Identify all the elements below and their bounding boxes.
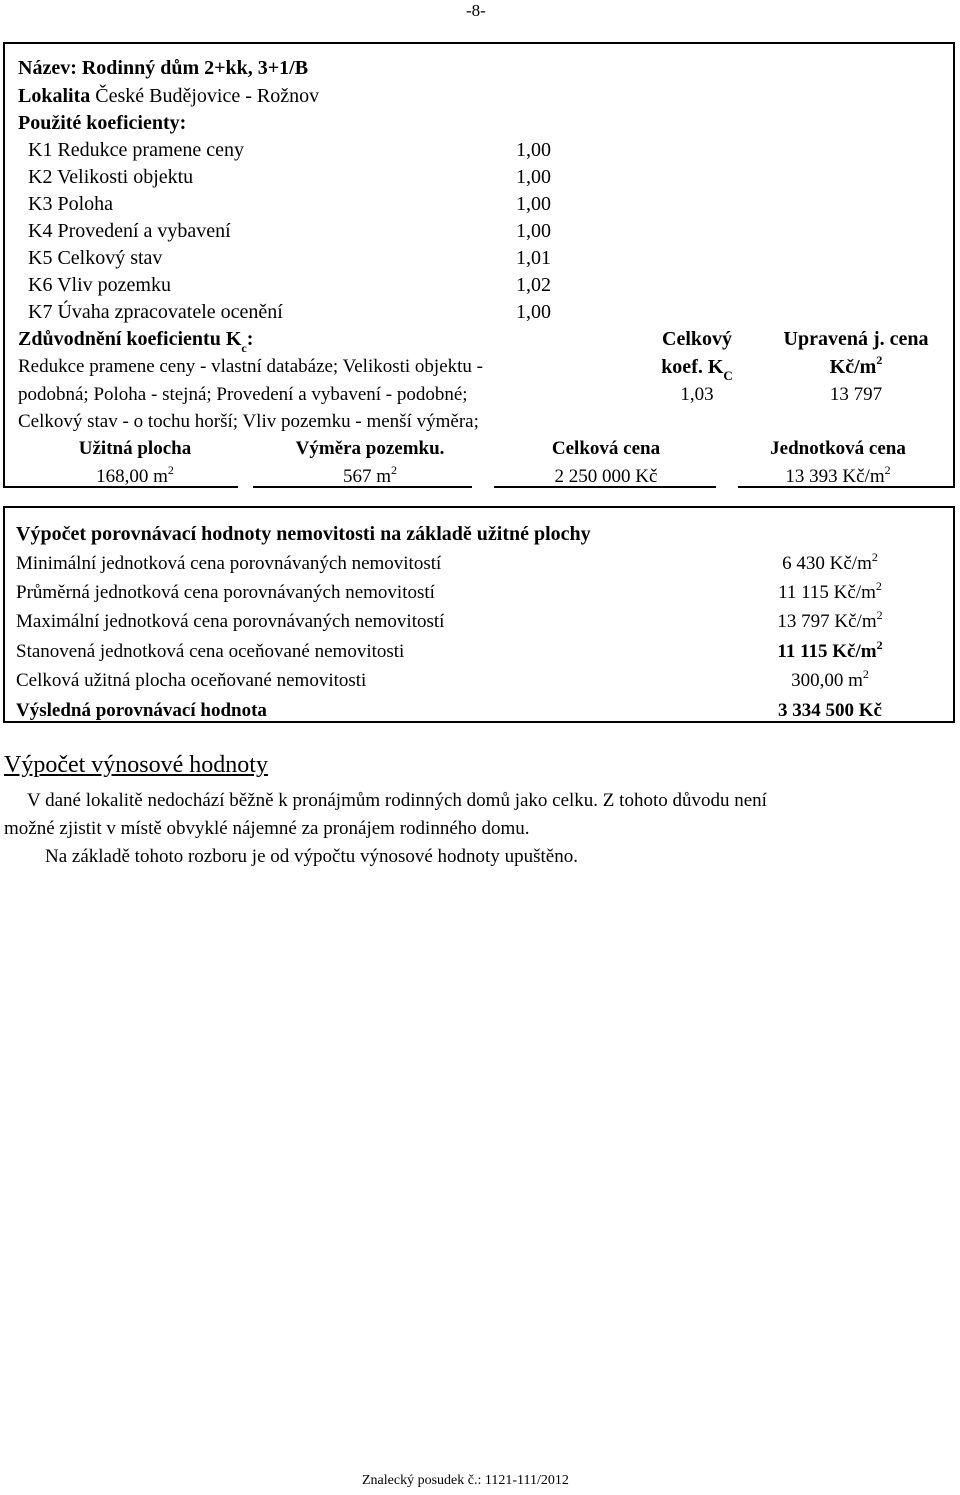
border-gap	[472, 484, 494, 491]
justification-heading: Zdůvodnění koeficientu $K_c$:	[18, 328, 254, 355]
comparison-label: Celková užitná plocha oceňované nemovitosti	[16, 670, 367, 691]
comparison-value: 300,00 $m^2$	[791, 666, 869, 691]
usable-area-header: Užitná plocha	[78, 438, 192, 459]
comparison-value: 13 797 $Kč/m^2$	[777, 607, 883, 632]
total-coef-value: 1,03	[680, 384, 714, 405]
coefficient-value: 1,01	[516, 247, 551, 269]
coefficient-label: K2 Velikosti objektu	[28, 166, 194, 188]
comparison-value: 11 115 $Kč/m^2$	[777, 637, 883, 662]
comparison-value: 11 115 $Kč/m^2$	[778, 578, 882, 603]
adjusted-price-value: 13 797	[829, 384, 883, 405]
total-coef-header: Celkový	[662, 328, 732, 350]
income-heading: Výpočet výnosové hodnoty	[4, 752, 268, 778]
coefficient-label: K6 Vliv pozemku	[28, 274, 171, 296]
coefficient-label: K3 Poloha	[28, 193, 113, 215]
footer: Znalecký posudek č.: 1121-111/2012	[362, 1473, 569, 1488]
border-gap	[238, 484, 253, 491]
usable-area-value: 168,00 $m^2$	[96, 462, 174, 487]
adjusted-price-unit: $Kč/m^2$	[829, 353, 883, 378]
unit-price-value: 13 393 $Kč/m^2$	[785, 462, 891, 487]
justification-line: podobná; Poloha - stejná; Provedení a vybavení - podobné;	[18, 384, 468, 405]
result-label: Výsledná porovnávací hodnota	[16, 700, 267, 721]
coefficient-value: 1,02	[516, 274, 551, 296]
coefficient-label: K1 Redukce pramene ceny	[28, 139, 245, 161]
title-line	[18, 56, 308, 80]
coefficient-label: K7 Úvaha zpracovatele ocenění	[28, 301, 283, 323]
locality-value: České Budějovice - Rožnov	[95, 85, 320, 107]
coefficient-label: K5 Celkový stav	[28, 247, 163, 269]
page-number: -8-	[466, 1, 486, 20]
comparison-label: Průměrná jednotková cena porovnávaných nemovitostí	[16, 582, 435, 603]
justification-line: Redukce pramene ceny - vlastní databáze; Velikosti objektu -	[18, 356, 483, 377]
comparison-heading: Výpočet porovnávací hodnoty nemovitosti na základě užitné plochy	[16, 523, 591, 545]
coefficient-label: K4 Provedení a vybavení	[28, 220, 231, 242]
comparison-label: Maximální jednotková cena porovnávaných nemovitostí	[16, 611, 445, 632]
income-paragraph-line: V dané lokalitě nedochází běžně k pronájmům rodinných domů jako celku. Z tohoto důvodu není	[27, 790, 767, 811]
total-coef-header-2: koef. $K_C$	[661, 356, 733, 383]
border-gap	[716, 484, 738, 491]
coefficient-value: 1,00	[516, 220, 551, 242]
coefficient-value: 1,00	[516, 301, 551, 323]
result-value: 3 334 500 Kč	[778, 700, 882, 721]
coefficient-value: 1,00	[516, 166, 551, 188]
comparison-value: 6 430 $Kč/m^2$	[782, 549, 878, 574]
locality-label: Lokalita	[18, 85, 91, 107]
total-price-header: Celková cena	[551, 438, 661, 459]
income-conclusion: Na základě tohoto rozboru je od výpočtu výnosové hodnoty upuštěno.	[45, 846, 578, 867]
comparison-label: Minimální jednotková cena porovnávaných nemovitostí	[16, 553, 442, 574]
title-label: Název:	[18, 57, 77, 79]
coefficient-value: 1,00	[516, 139, 551, 161]
coefficient-value: 1,00	[516, 193, 551, 215]
income-paragraph-line: možné zjistit v místě obvyklé nájemné za pronájem rodinného domu.	[4, 818, 530, 839]
coefficients-heading: Použité koeficienty:	[18, 112, 187, 134]
land-area-value: 567 $m^2$	[342, 462, 398, 487]
comparison-label: Stanovená jednotková cena oceňované nemovitosti	[16, 641, 405, 662]
total-price-value: 2 250 000 Kč	[554, 466, 658, 487]
title-value: Rodinný dům 2+kk, 3+1/B	[81, 57, 309, 79]
land-area-header: Výměra pozemku.	[295, 438, 445, 459]
justification-line: Celkový stav - o tochu horší; Vliv pozemku - menší výměra;	[18, 411, 479, 432]
adjusted-price-header: Upravená j. cena	[783, 328, 929, 350]
locality-line	[18, 84, 319, 108]
unit-price-header: Jednotková cena	[770, 438, 906, 459]
